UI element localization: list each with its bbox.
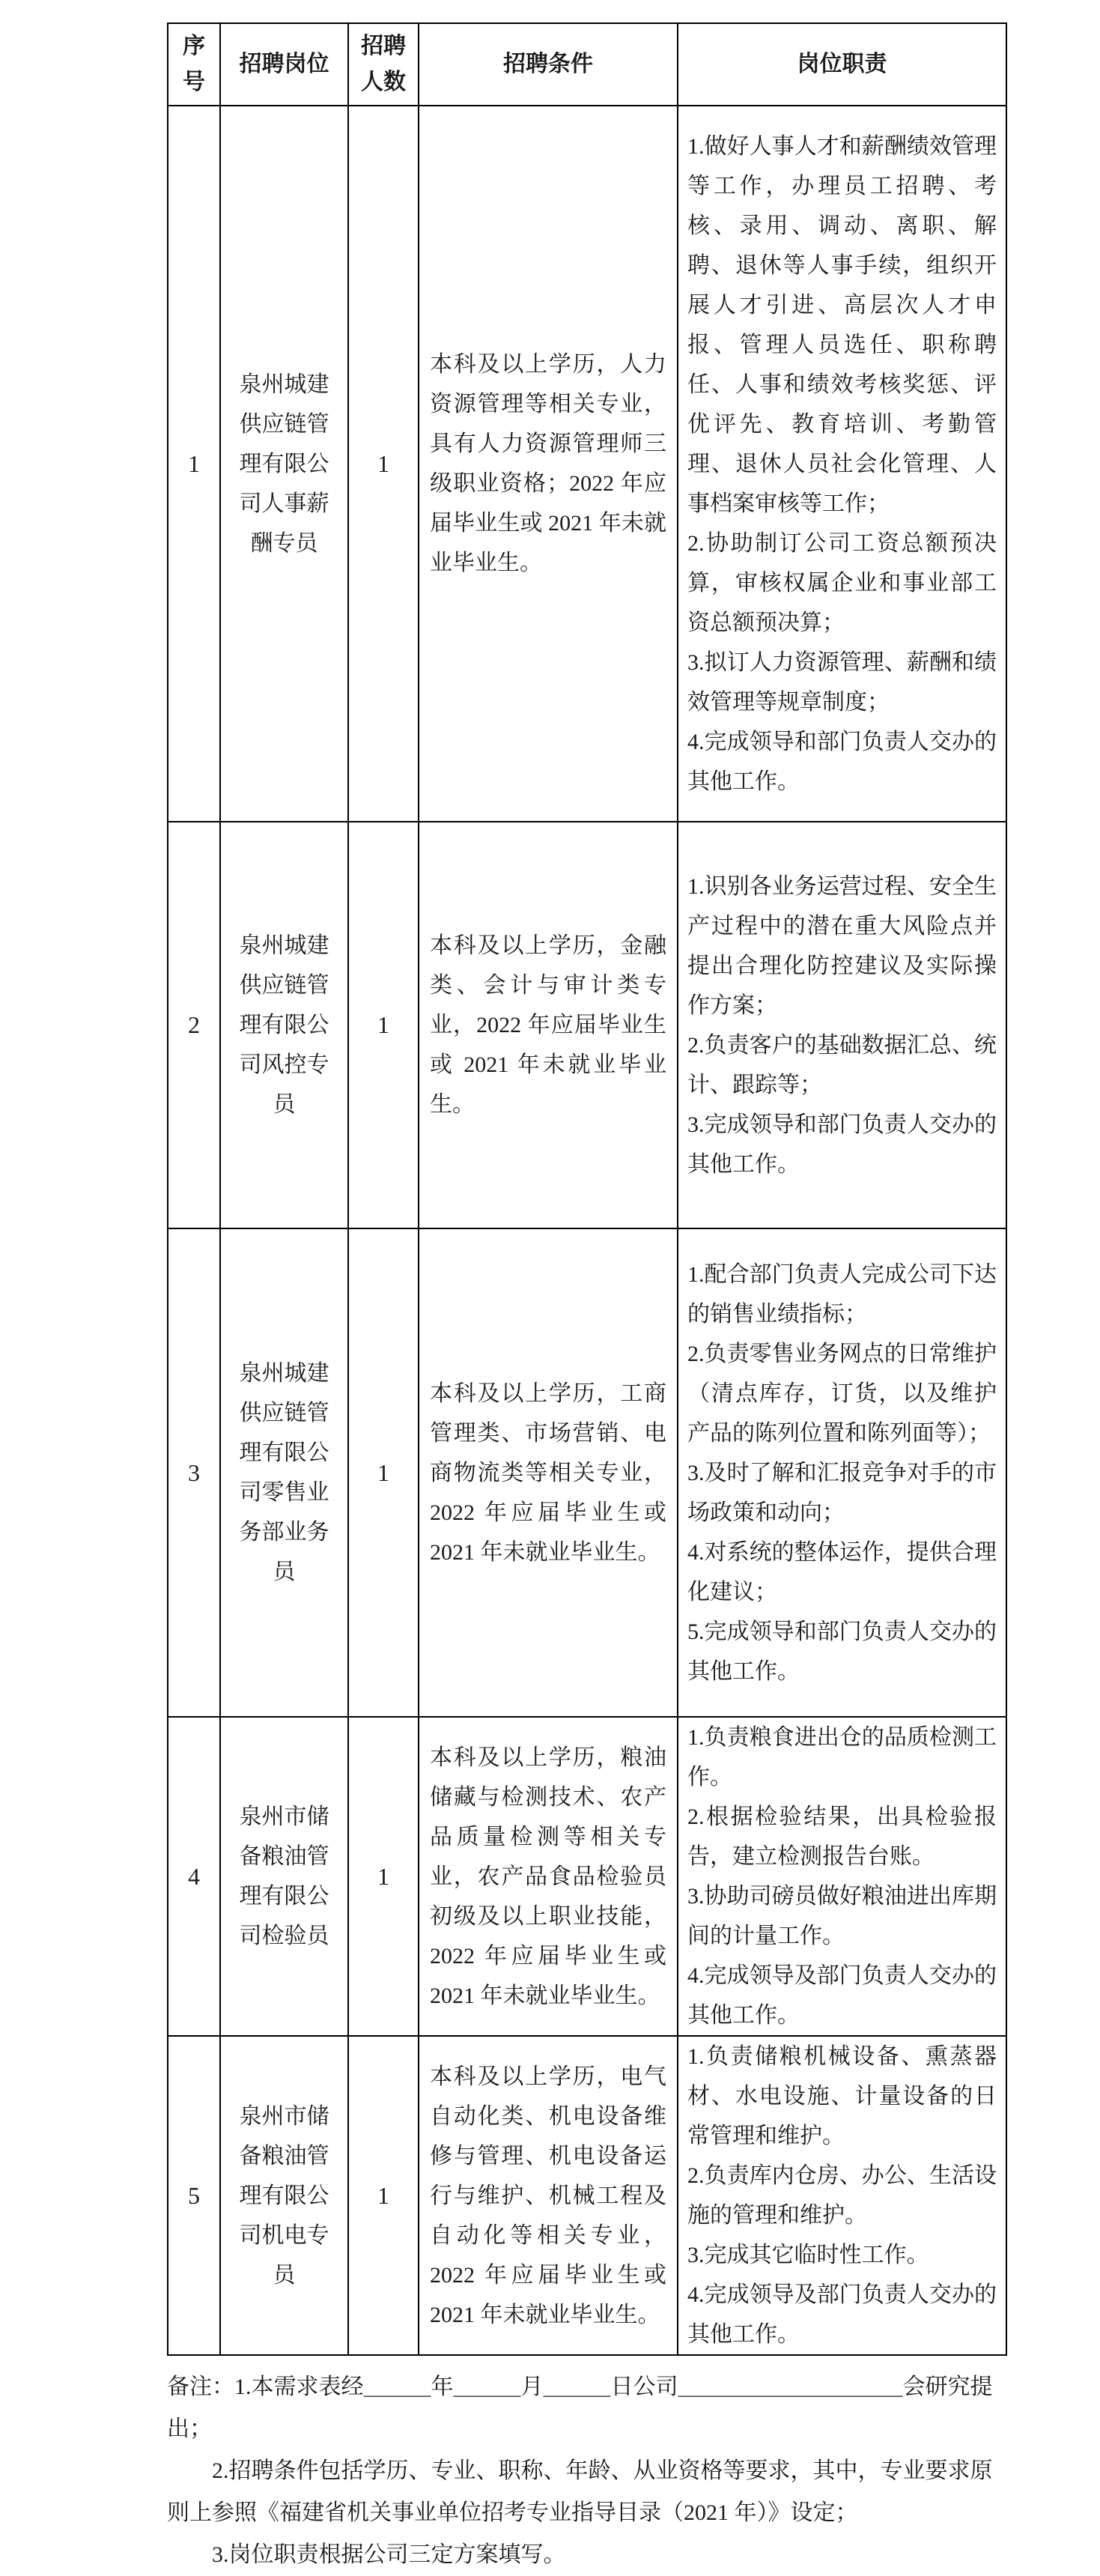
duty-item: 4.完成领导及部门负责人交办的其他工作。 — [687, 1963, 997, 2028]
header-position: 招聘岗位 — [220, 23, 348, 106]
row-conditions: 本科及以上学历，工商管理类、市场营销、电商物流类等相关专业，2022 年应届毕业生或 2021 年未就业毕业生。 — [419, 1228, 678, 1717]
table-row — [168, 2036, 1006, 2355]
duty-item: 3.完成领导和部门负责人交办的其他工作。 — [687, 1112, 997, 1177]
row-no: 1 — [168, 106, 220, 822]
table-row — [168, 106, 1006, 822]
duty-item: 4.完成领导和部门负责人交办的其他工作。 — [687, 729, 997, 794]
row-duties — [678, 1717, 1006, 2036]
header-count: 招聘人数 — [348, 23, 419, 106]
row-no: 5 — [168, 2036, 220, 2355]
duty-item: 2.负责零售业务网点的日常维护（清点库存，订货，以及维护产品的陈列位置和陈列面等）； — [687, 1341, 997, 1446]
duty-item: 2.协助制订公司工资总额预决算，审核权属企业和事业部工资总额预决算； — [687, 530, 997, 635]
duty-item: 3.完成其它临时性工作。 — [687, 2243, 929, 2267]
table-row — [168, 1717, 1006, 2036]
duty-item: 3.及时了解和汇报竞争对手的市场政策和动向； — [687, 1460, 997, 1525]
row-position: 泉州城建供应链管理有限公司风控专员 — [220, 822, 348, 1228]
table-row — [168, 822, 1006, 1228]
row-position: 泉州市储备粮油管理有限公司机电专员 — [220, 2036, 348, 2355]
row-count: 1 — [348, 2036, 419, 2355]
header-no: 序号 — [168, 23, 220, 106]
row-conditions: 本科及以上学历，电气自动化类、机电设备维修与管理、机电设备运行与维护、机械工程及自动化等相关专业，2022 年应届毕业生或 2021 年未就业毕业生。 — [419, 2036, 678, 2355]
footnote-line: 3.岗位职责根据公司三定方案填写。 — [212, 2542, 566, 2567]
row-conditions: 本科及以上学历，人力资源管理等相关专业，具有人力资源管理师三级职业资格；2022 年应届毕业生或 2021 年未就业毕业生。 — [419, 106, 678, 822]
duty-item: 1.识别各业务运营过程、安全生产过程中的潜在重大风险点并提出合理化防控建议及实际操作方案； — [687, 873, 997, 1018]
row-duties — [678, 1228, 1006, 1717]
row-position: 泉州城建供应链管理有限公司人事薪酬专员 — [220, 106, 348, 822]
duty-item: 1.负责粮食进出仓的品质检测工作。 — [687, 1725, 997, 1789]
duty-item: 5.完成领导和部门负责人交办的其他工作。 — [687, 1619, 997, 1684]
row-duties — [678, 2036, 1006, 2355]
duty-item: 1.配合部门负责人完成公司下达的销售业绩指标； — [687, 1261, 997, 1327]
row-count: 1 — [348, 106, 419, 822]
recruitment-table — [167, 22, 1007, 2356]
row-no: 4 — [168, 1717, 220, 2036]
document-page — [167, 22, 1006, 2576]
table-row — [168, 1228, 1006, 1717]
row-no: 3 — [168, 1228, 220, 1717]
duty-item: 1.做好人事人才和薪酬绩效管理等工作，办理员工招聘、考核、录用、调动、离职、解聘、退休等人事手续，组织开展人才引进、高层次人才申报、管理人员选任、职称聘任、人事和绩效考核奖惩、评优评先、教育培训、考勤管理、退休人员社会化管理、人事档案审核等工作； — [687, 133, 997, 516]
header-duties: 岗位职责 — [678, 23, 1006, 106]
duty-item: 1.负责储粮机械设备、熏蒸器材、水电设施、计量设备的日常管理和维护。 — [687, 2044, 997, 2148]
row-count: 1 — [348, 1228, 419, 1717]
duty-item: 3.拟订人力资源管理、薪酬和绩效管理等规章制度； — [687, 649, 997, 715]
duty-item: 2.负责库内仓房、办公、生活设施的管理和维护。 — [687, 2163, 997, 2228]
footnotes — [167, 2366, 1006, 2576]
duty-item: 4.对系统的整体运作，提供合理化建议； — [687, 1539, 997, 1604]
footnote-line: 备注：1.本需求表经＿＿＿年＿＿＿月＿＿＿日公司＿＿＿＿＿＿＿＿＿＿会研究提出； — [167, 2375, 993, 2441]
row-conditions: 本科及以上学历，金融类、会计与审计类专业，2022 年应届毕业生或 2021 年未就业毕业生。 — [419, 822, 678, 1228]
header-conditions: 招聘条件 — [419, 23, 678, 106]
row-conditions: 本科及以上学历，粮油储藏与检测技术、农产品质量检测等相关专业，农产品食品检验员初级及以上职业技能，2022 年应届毕业生或 2021 年未就业毕业生。 — [419, 1717, 678, 2036]
row-count: 1 — [348, 1717, 419, 2036]
row-duties — [678, 106, 1006, 822]
row-position: 泉州城建供应链管理有限公司零售业务部业务员 — [220, 1228, 348, 1717]
row-position: 泉州市储备粮油管理有限公司检验员 — [220, 1717, 348, 2036]
duty-item: 4.完成领导及部门负责人交办的其他工作。 — [687, 2282, 997, 2347]
row-no: 2 — [168, 822, 220, 1228]
duty-item: 2.根据检验结果，出具检验报告，建立检测报告台账。 — [687, 1804, 997, 1869]
duty-item: 2.负责客户的基础数据汇总、统计、跟踪等； — [687, 1032, 997, 1097]
row-duties — [678, 822, 1006, 1228]
duty-item: 3.协助司磅员做好粮油进出库期间的计量工作。 — [687, 1884, 997, 1948]
header-row — [168, 23, 1006, 106]
row-count: 1 — [348, 822, 419, 1228]
footnote-line: 2.招聘条件包括学历、专业、职称、年龄、从业资格等要求，其中，专业要求原则上参照《福建省机关事业单位招考专业指导目录（2021 年）》设定； — [167, 2458, 993, 2525]
